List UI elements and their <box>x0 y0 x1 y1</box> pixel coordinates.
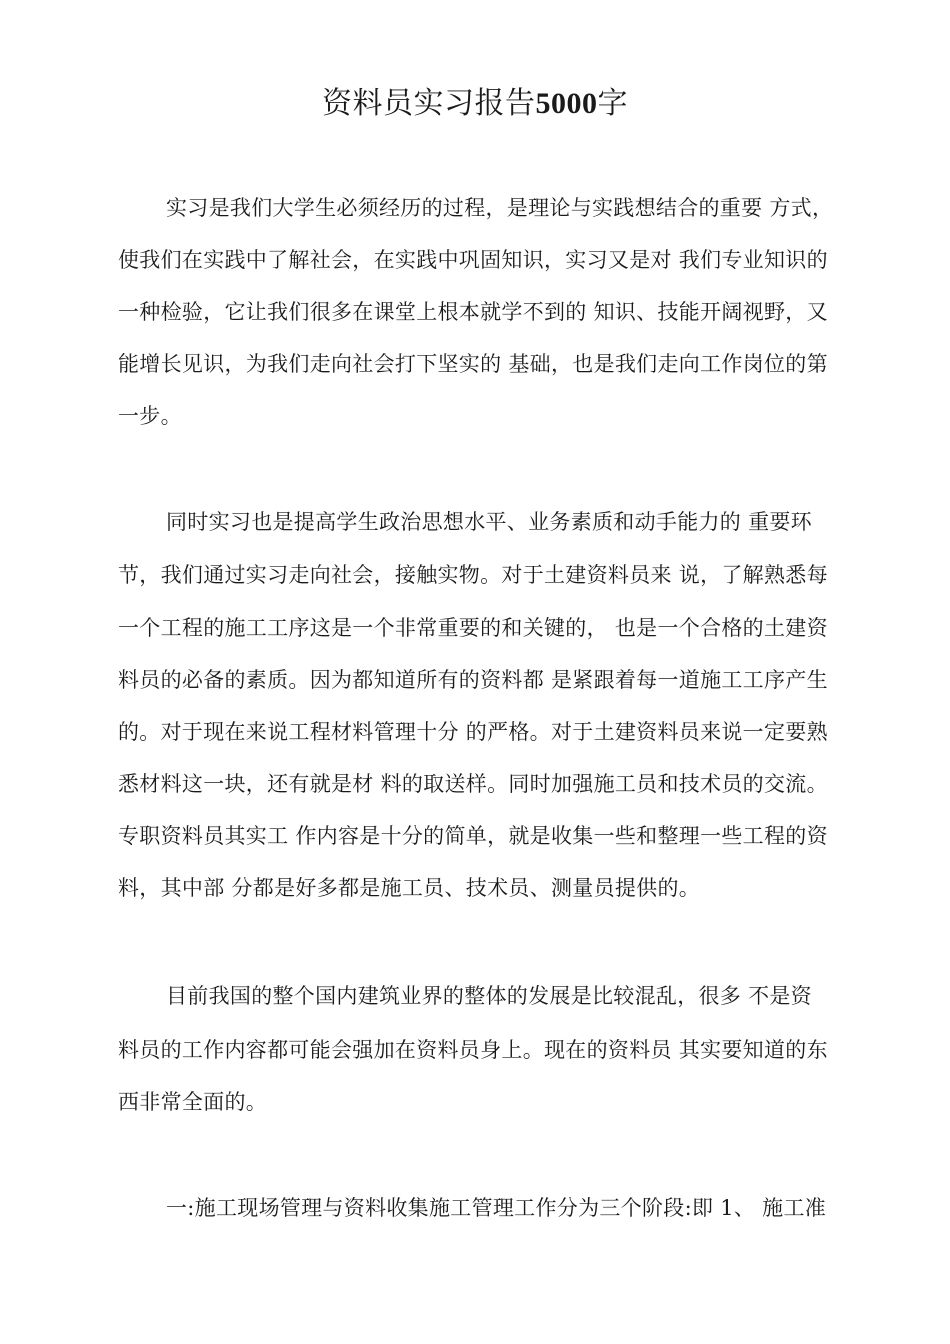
title-suffix: 字 <box>597 86 628 121</box>
paragraph-1-line-5: 一步。 <box>118 404 182 428</box>
paragraph-1-line-3: 一种检验，它让我们很多在课堂上根本就学不到的 知识、技能开阔视野，又 <box>118 300 828 324</box>
document-title <box>0 82 950 126</box>
paragraph-1-line-2: 使我们在实践中了解社会，在实践中巩固知识，实习又是对 我们专业知识的 <box>118 248 828 272</box>
paragraph-3-line-2: 料员的工作内容都可能会强加在资料员身上。现在的资料员 其实要知道的东 <box>118 1038 828 1062</box>
paragraph-1-line-1: 实习是我们大学生必须经历的过程，是理论与实践想结合的重要 方式， <box>166 196 834 220</box>
paragraph-2-line-5: 的。对于现在来说工程材料管理十分 的严格。对于土建资料员来说一定要熟 <box>118 720 828 744</box>
paragraph-2-line-6: 悉材料这一块，还有就是材 料的取送样。同时加强施工员和技术员的交流。 <box>118 772 828 796</box>
paragraph-2-line-7: 专职资料员其实工 作内容是十分的简单，就是收集一些和整理一些工程的资 <box>118 824 828 848</box>
title-number: 5000 <box>535 87 598 120</box>
title-prefix: 资料员实习报告 <box>322 86 536 121</box>
paragraph-2-line-2: 节，我们通过实习走向社会，接触实物。对于土建资料员来 说，了解熟悉每 <box>118 563 828 587</box>
paragraph-2-line-3: 一个工程的施工工序这是一个非常重要的和关键的， 也是一个合格的土建资 <box>118 616 828 640</box>
paragraph-2-line-1: 同时实习也是提高学生政治思想水平、业务素质和动手能力的 重要环 <box>166 510 812 534</box>
paragraph-3-line-1: 目前我国的整个国内建筑业界的整体的发展是比较混乱，很多 不是资 <box>166 984 812 1008</box>
paragraph-2-line-4: 料员的必备的素质。因为都知道所有的资料都 是紧跟着每一道施工工序产生 <box>118 668 828 692</box>
paragraph-1-line-4: 能增长见识，为我们走向社会打下坚实的 基础，也是我们走向工作岗位的第 <box>118 352 828 376</box>
paragraph-2-line-8: 料，其中部 分都是好多都是施工员、技术员、测量员提供的。 <box>118 876 701 900</box>
paragraph-3-line-3: 西非常全面的。 <box>118 1090 268 1114</box>
paragraph-4-line-1: 一:施工现场管理与资料收集施工管理工作分为三个阶段:即 1、 施工准 <box>166 1196 827 1220</box>
